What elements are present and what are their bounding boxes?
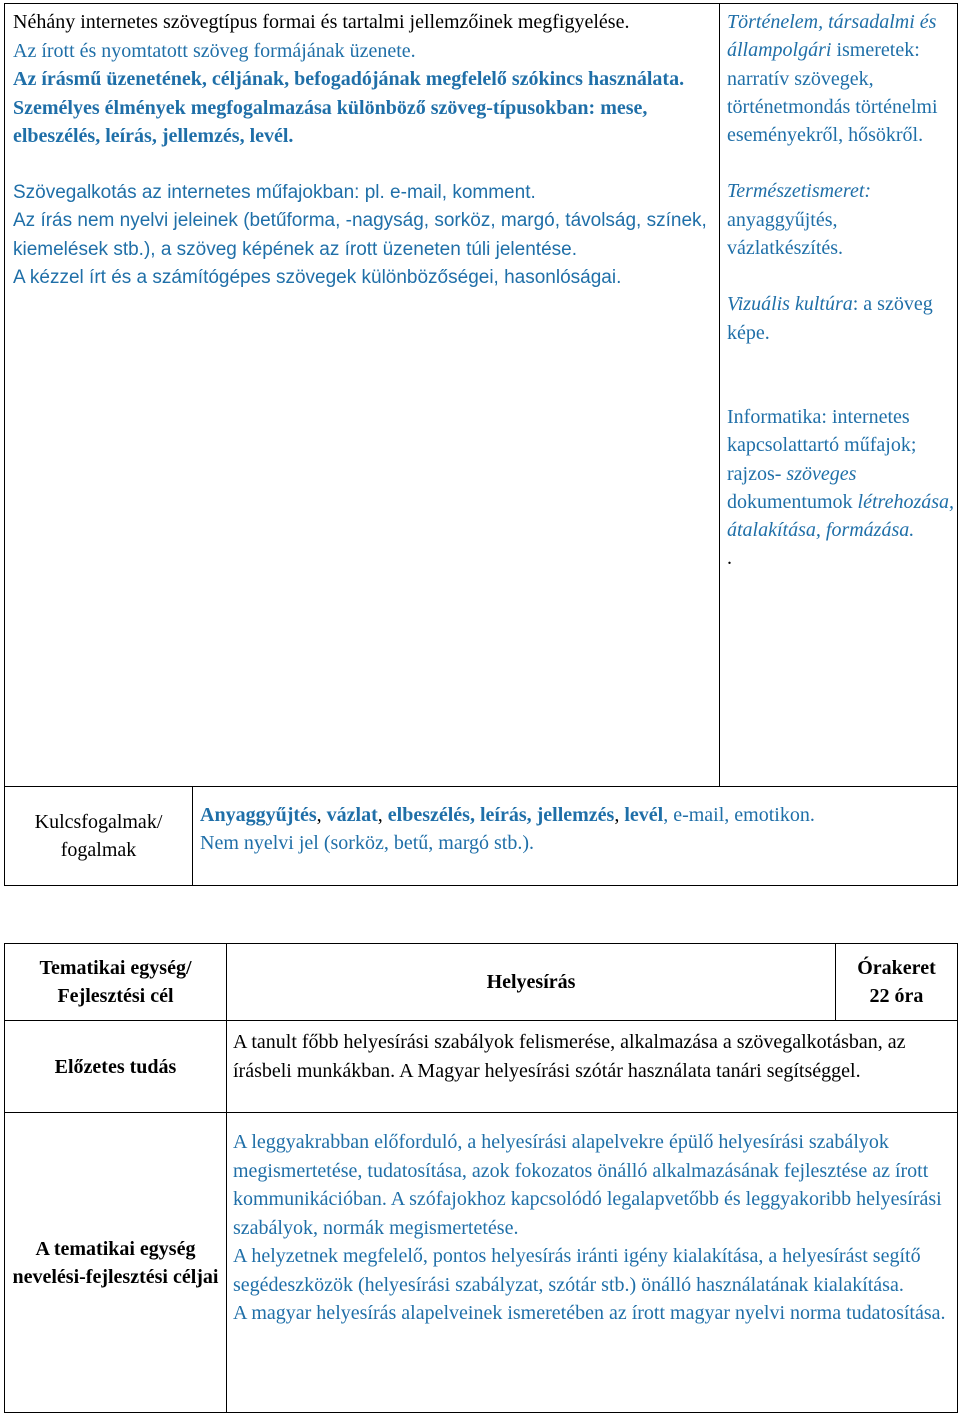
keyword: Anyaggyűjtés bbox=[200, 804, 317, 826]
prior-knowledge-paragraph: A tanult főbb helyesírási szabályok felismerése, alkalmazása a szövegalkotásban, az írásbeli munkákban. A Magyar helyesírási szótár használata tanári segítséggel. bbox=[233, 1031, 906, 1082]
goals-text bbox=[233, 1128, 951, 1328]
keyword: vázlat bbox=[326, 804, 378, 826]
column-divider bbox=[719, 4, 720, 786]
connections-cell bbox=[727, 8, 955, 573]
content-line: Szövegalkotás az internetes műfajokban: pl. e-mail, komment. bbox=[13, 181, 536, 203]
hours-label: Órakeret bbox=[857, 957, 936, 979]
hours-value: 22 óra bbox=[869, 985, 924, 1007]
keyword-line: Nem nyelvi jel (sorköz, betű, margó stb.). bbox=[200, 832, 535, 854]
goals-paragraph: A helyzetnek megfelelő, pontos helyesírás iránti igény kialakítása, a helyesírást segítő segédeszközök (helyesírási szabályzat, szótár stb.) önálló használatának kialakítása. bbox=[233, 1245, 921, 1296]
subject-label: Természetismeret: bbox=[727, 180, 872, 203]
keywords-value bbox=[200, 801, 940, 857]
separator: , bbox=[316, 804, 327, 826]
content-line: Az írott és nyomtatott szöveg formájának üzenete. bbox=[13, 39, 416, 62]
content-line: Az írásmű üzenetének, céljának, befogadójának megfelelő szókincs használata. bbox=[13, 68, 685, 90]
subject-text: : a szöveg képe. bbox=[727, 293, 933, 344]
curriculum-table-2 bbox=[4, 943, 958, 1413]
subject-text: anyaggyűjtés, vázlatkészítés. bbox=[727, 208, 844, 260]
keyword: levél bbox=[624, 804, 664, 826]
content-line: A kézzel írt és a számítógépes szövegek különbözőségei, hasonlóságai. bbox=[13, 267, 622, 288]
keyword: elbeszélés, leírás, jellemzés bbox=[387, 804, 615, 826]
subject-text: szöveges bbox=[786, 462, 857, 485]
content-cell bbox=[13, 8, 713, 293]
keywords-label: Kulcsfogalmak/ fogalmak bbox=[34, 811, 163, 861]
subject-text: ismeretek: narratív szövegek, történetmondás történelmi eseményekről, hősökről. bbox=[727, 39, 938, 147]
thematic-unit-label: Tematikai egység/ Fejlesztési cél bbox=[39, 957, 192, 1007]
goals-label: A tematikai egység nevelési-fejlesztési céljai bbox=[12, 1237, 219, 1288]
subject-text: Informatika: internetes kapcsolattartó műfajok; rajzos- bbox=[727, 405, 917, 485]
hours-cell bbox=[836, 944, 957, 1020]
subject-label: Vizuális kultúra bbox=[727, 293, 853, 316]
subject-text: létrehozása, átalakítása, formázása. bbox=[727, 490, 955, 542]
goals-paragraph: A magyar helyesírás alapelveinek ismeretében az írott magyar nyelvi norma tudatosítása. bbox=[233, 1302, 946, 1324]
curriculum-table-1 bbox=[4, 3, 958, 886]
content-line: Személyes élmények megfogalmazása különböző szöveg-típusokban: mese, elbeszélés, leírás, jellemzés, levél. bbox=[13, 96, 648, 147]
content-line: Az írás nem nyelvi jeleinek (betűforma, -nagyság, sorköz, margó, távolság, színek, kiemelések stb.), a szöveg képének az írott üzeneten túli jelentése. bbox=[13, 210, 707, 260]
prior-knowledge-text bbox=[233, 1028, 951, 1085]
content-line: Néhány internetes szövegtípus formai és tartalmi jellemzőinek megfigyelése. bbox=[13, 11, 630, 33]
subject-text: . bbox=[727, 547, 732, 570]
goals-paragraph: A leggyakrabban előforduló, a helyesírási alapelvekre épülő helyesírási szabályok megismertetése, tudatosítása, azok fokozatos önálló alkalmazásának fejlesztése az írott kommunikációban. A szófajokhoz kapcsolódó legalapvetőbb és leggyakoribb helyesírási szabályok, normák megismertetése. bbox=[233, 1131, 942, 1239]
subject-text: dokumentumok bbox=[727, 490, 853, 513]
thematic-unit-title: Helyesírás bbox=[486, 971, 576, 993]
column-divider bbox=[192, 786, 193, 886]
subject-label: Történelem, társadalmi és állampolgári bbox=[727, 11, 937, 62]
separator: , bbox=[377, 804, 388, 826]
prior-knowledge-label: Előzetes tudás bbox=[54, 1055, 177, 1078]
separator: , bbox=[614, 804, 625, 826]
keyword: , e-mail, emotikon. bbox=[663, 804, 815, 826]
